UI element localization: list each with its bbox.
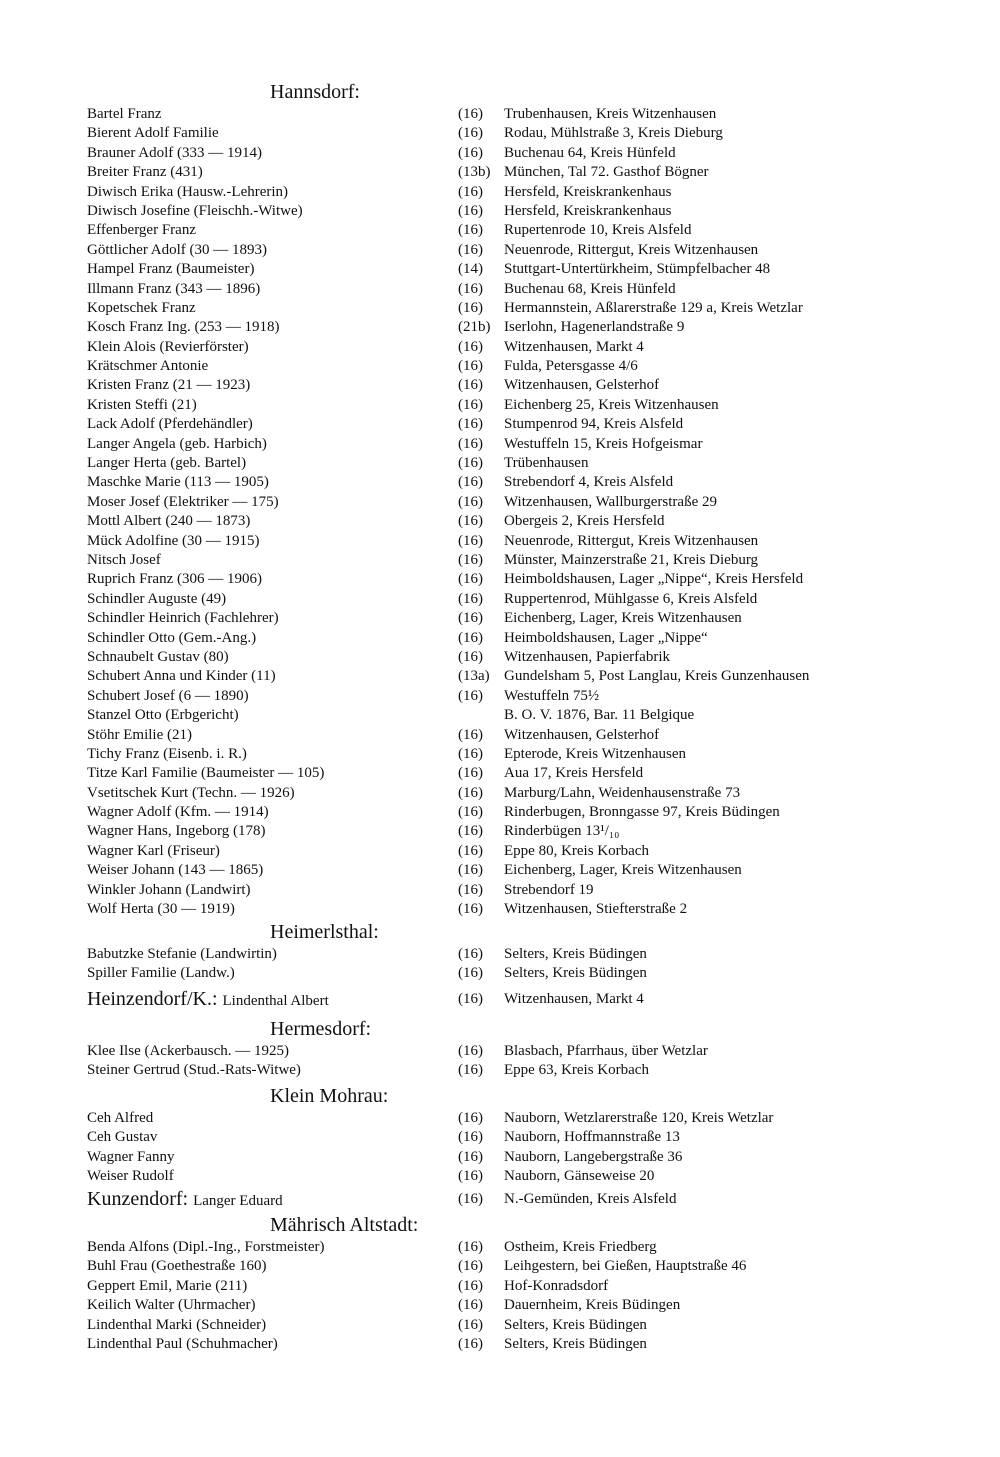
list-item (0, 202, 1000, 221)
entry-address: Ruppertenrod, Mühlgasse 6, Kreis Alsfeld (504, 590, 758, 607)
entry-address: Witzenhausen, Papierfabrik (504, 648, 670, 665)
list-item (0, 376, 1000, 395)
entry-address: N.-Gemünden, Kreis Alsfeld (504, 1191, 677, 1207)
entry-address: Trubenhausen, Kreis Witzenhausen (504, 106, 717, 122)
entry-address: Witzenhausen, Wallburgerstraße 29 (504, 493, 717, 510)
entry-code: (16) (458, 1335, 483, 1352)
list-item (0, 1042, 1000, 1061)
entry-name: Weiser Johann (143 — 1865) (87, 862, 264, 879)
section-heading: Hermesdorf: (270, 1018, 372, 1040)
section-maehrisch-altstadt (0, 1212, 1000, 1354)
entry-address: Rodau, Mühlstraße 3, Kreis Dieburg (504, 125, 723, 142)
list-item (0, 881, 1000, 900)
entry-name: Babutzke Stefanie (Landwirtin) (87, 946, 277, 962)
entry-name: Kosch Franz Ing. (253 — 1918) (87, 319, 280, 336)
entry-code: (13a) (458, 668, 490, 685)
entry-code: (21b) (458, 319, 491, 336)
entry-code: (16) (458, 551, 483, 568)
list-item (0, 396, 1000, 415)
entry-address: Ostheim, Kreis Friedberg (504, 1239, 657, 1255)
list-item (0, 318, 1000, 337)
entry-address: Neuenrode, Rittergut, Kreis Witzenhausen (504, 241, 759, 258)
entry-code: (16) (458, 1239, 483, 1255)
entry-code: (16) (458, 183, 483, 200)
entry-address: Dauernheim, Kreis Büdingen (504, 1297, 681, 1314)
entry-name: Kopetschek Franz (87, 299, 196, 316)
entry-name: Mottl Albert (240 — 1873) (87, 513, 251, 530)
list-item (0, 1316, 1000, 1335)
entry-code: (16) (458, 784, 483, 801)
section-hannsdorf (0, 79, 1000, 919)
entry-code: (16) (458, 823, 483, 840)
list-item (0, 1335, 1000, 1354)
entry-name: Schindler Otto (Gem.-Ang.) (87, 629, 257, 646)
entry-code: (16) (458, 1129, 483, 1146)
list-item (0, 570, 1000, 589)
section-heading: Mährisch Altstadt: (270, 1214, 419, 1236)
entry-name: Langer Herta (geb. Bartel) (87, 455, 247, 472)
section-heading: Hannsdorf: (270, 81, 360, 103)
entry-code: (16) (458, 532, 483, 549)
list-item (0, 221, 1000, 240)
entry-code: (16) (458, 435, 483, 452)
entry-address: München, Tal 72. Gasthof Bögner (504, 164, 709, 181)
entry-code: (16) (458, 946, 483, 962)
entry-address: Witzenhausen, Markt 4 (504, 991, 644, 1007)
entry-address: Rinderbugen, Bronngasse 97, Kreis Büdingen (504, 804, 780, 821)
entry-address: Hersfeld, Kreiskrankenhaus (504, 183, 672, 200)
list-item (0, 1061, 1000, 1080)
entry-name: Schindler Heinrich (Fachlehrer) (87, 610, 279, 627)
entry-name: Stöhr Emilie (21) (87, 726, 192, 743)
list-item (0, 842, 1000, 861)
entry-code: (16) (458, 299, 483, 316)
entry-address: Blasbach, Pfarrhaus, über Wetzlar (504, 1043, 708, 1059)
entry-name: Diwisch Erika (Hausw.-Lehrerin) (87, 183, 289, 200)
list-item (0, 163, 1000, 182)
list-item (0, 260, 1000, 279)
entry-name: Keilich Walter (Uhrmacher) (87, 1297, 256, 1314)
entry-name: Krätschmer Antonie (87, 358, 209, 375)
entry-list (0, 105, 1000, 919)
entry-name: Steiner Gertrud (Stud.-Rats-Witwe) (87, 1062, 301, 1079)
list-item (0, 706, 1000, 725)
entry-address: Witzenhausen, Stiefterstraße 2 (504, 901, 688, 918)
list-item (0, 280, 1000, 299)
entry-address: Westuffeln 75½ (504, 687, 600, 704)
entry-name: Benda Alfons (Dipl.-Ing., Forstmeister) (87, 1239, 325, 1255)
entry-address: Nauborn, Gänseweise 20 (504, 1168, 655, 1185)
entry-address: Westuffeln 15, Kreis Hofgeismar (504, 435, 703, 452)
section-heading: Klein Mohrau: (270, 1085, 389, 1107)
entry-address: Obergeis 2, Kreis Hersfeld (504, 513, 665, 530)
list-item (0, 183, 1000, 202)
list-item (0, 609, 1000, 628)
entry-list (0, 1109, 1000, 1187)
list-item (0, 144, 1000, 163)
list-item (0, 629, 1000, 648)
entry-name: Lindenthal Marki (Schneider) (87, 1316, 267, 1333)
list-item (0, 1109, 1000, 1128)
entry-code: (16) (458, 804, 483, 821)
list-item (0, 532, 1000, 551)
entry-address: Eppe 80, Kreis Korbach (504, 842, 649, 859)
entry-list (0, 945, 1000, 984)
entry-code: (16) (458, 991, 483, 1007)
entry-address: Leihgestern, bei Gießen, Hauptstraße 46 (504, 1258, 747, 1275)
entry-address: Fulda, Petersgasse 4/6 (504, 358, 638, 375)
entry-address: Witzenhausen, Gelsterhof (504, 377, 660, 394)
entry-name: Kristen Franz (21 — 1923) (87, 377, 251, 394)
entry-name: Spiller Familie (Landw.) (87, 965, 235, 982)
entry-name: Weiser Rudolf (87, 1168, 174, 1185)
entry-address: Nauborn, Langebergstraße 36 (504, 1148, 683, 1165)
entry-address: Eichenberg 25, Kreis Witzenhausen (504, 396, 719, 413)
list-item (0, 900, 1000, 919)
entry-code: (16) (458, 590, 483, 607)
entry-address: Rupertenrode 10, Kreis Alsfeld (504, 222, 692, 239)
entry-name: Wagner Hans, Ingeborg (178) (87, 823, 266, 840)
section-kunzendorf (0, 1186, 1000, 1212)
section-heading: Heimerlsthal: (270, 921, 379, 943)
list-item (0, 1128, 1000, 1147)
list-item (0, 415, 1000, 434)
entry-code: (16) (458, 358, 483, 375)
entry-address: Münster, Mainzerstraße 21, Kreis Dieburg (504, 551, 759, 568)
list-item (0, 105, 1000, 124)
entry-code: (16) (458, 106, 483, 122)
entry-code: (16) (458, 455, 483, 472)
section-heinzendorf (0, 986, 1000, 1012)
entry-name: Titze Karl Familie (Baumeister — 105) (87, 765, 325, 782)
entry-name: Effenberger Franz (87, 222, 196, 239)
list-item (0, 1296, 1000, 1315)
entry-name: Lindenthal Paul (Schuhmacher) (87, 1335, 278, 1352)
entry-name: Nitsch Josef (87, 551, 161, 568)
entry-code: (16) (458, 125, 483, 142)
entry-code: (16) (458, 338, 483, 355)
entry-name: Stanzel Otto (Erbgericht) (87, 707, 239, 724)
entry-address: Neuenrode, Rittergut, Kreis Witzenhausen (504, 532, 759, 549)
entry-address: Selters, Kreis Büdingen (504, 1316, 647, 1333)
entry-name: Lindenthal Albert (222, 993, 329, 1009)
entry-name: Winkler Johann (Landwirt) (87, 881, 251, 898)
list-item (0, 784, 1000, 803)
entry-address: B. O. V. 1876, Bar. 11 Belgique (504, 707, 695, 724)
section-heading: Kunzendorf: Langer Eduard (87, 1188, 283, 1210)
entry-name: Langer Angela (geb. Harbich) (87, 435, 267, 452)
entry-name: Breiter Franz (431) (87, 164, 203, 181)
list-item (0, 1148, 1000, 1167)
entry-name: Hampel Franz (Baumeister) (87, 261, 255, 278)
entry-name: Schubert Anna und Kinder (11) (87, 668, 276, 685)
list-item (0, 861, 1000, 880)
entry-code: (16) (458, 765, 483, 782)
entry-name: Ceh Gustav (87, 1129, 158, 1146)
entry-name: Göttlicher Adolf (30 — 1893) (87, 241, 267, 258)
entry-name: Lack Adolf (Pferdehändler) (87, 416, 253, 433)
entry-name: Langer Eduard (193, 1193, 283, 1209)
entry-code: (14) (458, 261, 483, 278)
entry-address: Marburg/Lahn, Weidenhausenstraße 73 (504, 784, 741, 801)
entry-code: (16) (458, 202, 483, 219)
list-item (0, 435, 1000, 454)
list-item (0, 745, 1000, 764)
entry-address: Rinderbügen 13¹/₁₀ (504, 823, 620, 840)
entry-name: Wagner Karl (Friseur) (87, 842, 220, 859)
entry-address: Selters, Kreis Büdingen (504, 946, 647, 962)
list-item (0, 241, 1000, 260)
entry-code: (16) (458, 144, 483, 161)
list-item (0, 945, 1000, 964)
entry-code: (16) (458, 1316, 483, 1333)
entry-code: (16) (458, 493, 483, 510)
entry-code: (16) (458, 1277, 483, 1294)
entry-code: (16) (458, 222, 483, 239)
entry-address: Witzenhausen, Markt 4 (504, 338, 644, 355)
entry-address: Selters, Kreis Büdingen (504, 965, 647, 982)
entry-list (0, 1042, 1000, 1081)
section-hermesdorf (0, 1016, 1000, 1081)
entry-name: Diwisch Josefine (Fleischh.-Witwe) (87, 202, 303, 219)
entry-code: (16) (458, 745, 483, 762)
entry-code: (16) (458, 1062, 483, 1079)
entry-name: Tichy Franz (Eisenb. i. R.) (87, 745, 247, 762)
entry-code: (16) (458, 1043, 483, 1059)
entry-address: Iserlohn, Hagenerlandstraße 9 (504, 319, 685, 336)
entry-address: Eppe 63, Kreis Korbach (504, 1062, 649, 1079)
entry-name: Maschke Marie (113 — 1905) (87, 474, 269, 491)
entry-address: Selters, Kreis Büdingen (504, 1335, 647, 1352)
entry-address: Epterode, Kreis Witzenhausen (504, 745, 686, 762)
list-item (0, 473, 1000, 492)
section-klein-mohrau (0, 1083, 1000, 1187)
entry-code: (16) (458, 965, 483, 982)
entry-address: Hof-Konradsdorf (504, 1277, 609, 1294)
entry-address: Trübenhausen (504, 455, 589, 472)
entry-name: Schindler Auguste (49) (87, 590, 227, 607)
entry-address: Stumpenrod 94, Kreis Alsfeld (504, 416, 684, 433)
entry-name: Klein Alois (Revierförster) (87, 338, 249, 355)
entry-code: (16) (458, 648, 483, 665)
entry-code: (16) (458, 842, 483, 859)
entry-name: Mück Adolfine (30 — 1915) (87, 532, 260, 549)
entry-name: Brauner Adolf (333 — 1914) (87, 144, 262, 161)
entry-address: Strebendorf 19 (504, 881, 594, 898)
entry-code: (16) (458, 1191, 483, 1207)
list-item (0, 590, 1000, 609)
entry-name: Kristen Steffi (21) (87, 396, 197, 413)
list-item (0, 1167, 1000, 1186)
entry-name: Ruprich Franz (306 — 1906) (87, 571, 262, 588)
entry-address: Eichenberg, Lager, Kreis Witzenhausen (504, 610, 742, 627)
entry-code: (16) (458, 513, 483, 530)
entry-list (0, 1238, 1000, 1354)
entry-address: Hermannstein, Aßlarerstraße 129 a, Kreis Wetzlar (504, 299, 803, 316)
entry-name: Moser Josef (Elektriker — 175) (87, 493, 279, 510)
list-item (0, 964, 1000, 983)
entry-address: Witzenhausen, Gelsterhof (504, 726, 660, 743)
entry-code: (13b) (458, 164, 491, 181)
entry-name: Bartel Franz (87, 106, 162, 122)
entry-address: Heimboldshausen, Lager „Nippe“ (504, 629, 708, 646)
entry-code: (16) (458, 571, 483, 588)
entry-code: (16) (458, 241, 483, 258)
entry-code: (16) (458, 377, 483, 394)
entry-address: Stuttgart-Untertürkheim, Stümpfelbacher 48 (504, 261, 771, 278)
entry-address: Nauborn, Hoffmannstraße 13 (504, 1129, 680, 1146)
list-item (0, 726, 1000, 745)
entry-code: (16) (458, 416, 483, 433)
list-item (0, 493, 1000, 512)
entry-code: (16) (458, 280, 483, 297)
list-item (0, 1238, 1000, 1257)
entry-address: Strebendorf 4, Kreis Alsfeld (504, 474, 674, 491)
entry-address: Hersfeld, Kreiskrankenhaus (504, 202, 672, 219)
entry-address: Buchenau 68, Kreis Hünfeld (504, 280, 676, 297)
entry-address: Eichenberg, Lager, Kreis Witzenhausen (504, 862, 742, 879)
section-heimerlsthal (0, 919, 1000, 984)
entry-code: (16) (458, 396, 483, 413)
list-item (0, 299, 1000, 318)
entry-code: (16) (458, 881, 483, 898)
entry-code: (16) (458, 862, 483, 879)
entry-code: (16) (458, 726, 483, 743)
entry-name: Ceh Alfred (87, 1110, 154, 1126)
list-item (0, 667, 1000, 686)
entry-name: Bierent Adolf Familie (87, 125, 219, 142)
entry-name: Geppert Emil, Marie (211) (87, 1277, 248, 1294)
entry-address: Buchenau 64, Kreis Hünfeld (504, 144, 676, 161)
entry-code: (16) (458, 687, 483, 704)
list-item (0, 822, 1000, 841)
entry-name: Klee Ilse (Ackerbausch. — 1925) (87, 1043, 290, 1059)
entry-name: Buhl Frau (Goethestraße 160) (87, 1258, 267, 1275)
list-item (0, 454, 1000, 473)
section-heading: Heinzendorf/K.: Lindenthal Albert (87, 988, 329, 1010)
entry-code: (16) (458, 1168, 483, 1185)
entry-name: Schnaubelt Gustav (80) (87, 648, 229, 665)
list-item (0, 648, 1000, 667)
list-item (0, 512, 1000, 531)
entry-address: Gundelsham 5, Post Langlau, Kreis Gunzenhausen (504, 668, 810, 685)
list-item (0, 357, 1000, 376)
list-item (0, 124, 1000, 143)
list-item (0, 803, 1000, 822)
entry-code: (16) (458, 474, 483, 491)
entry-address: Aua 17, Kreis Hersfeld (504, 765, 644, 782)
entry-code: (16) (458, 610, 483, 627)
entry-name: Wolf Herta (30 — 1919) (87, 901, 235, 918)
list-item (0, 1257, 1000, 1276)
list-item (0, 764, 1000, 783)
entry-code: (16) (458, 1148, 483, 1165)
entry-address: Nauborn, Wetzlarerstraße 120, Kreis Wetzlar (504, 1110, 774, 1126)
entry-name: Vsetitschek Kurt (Techn. — 1926) (87, 784, 295, 801)
entry-address: Heimboldshausen, Lager „Nippe“, Kreis Hersfeld (504, 571, 804, 588)
entry-code: (16) (458, 1297, 483, 1314)
list-item (0, 551, 1000, 570)
entry-code: (16) (458, 1110, 483, 1126)
entry-name: Illmann Franz (343 — 1896) (87, 280, 261, 297)
list-item (0, 338, 1000, 357)
list-item (0, 687, 1000, 706)
entry-name: Wagner Adolf (Kfm. — 1914) (87, 804, 269, 821)
entry-code: (16) (458, 1258, 483, 1275)
entry-name: Wagner Fanny (87, 1148, 175, 1165)
entry-name: Schubert Josef (6 — 1890) (87, 687, 249, 704)
entry-code: (16) (458, 629, 483, 646)
list-item (0, 1277, 1000, 1296)
entry-code: (16) (458, 901, 483, 918)
